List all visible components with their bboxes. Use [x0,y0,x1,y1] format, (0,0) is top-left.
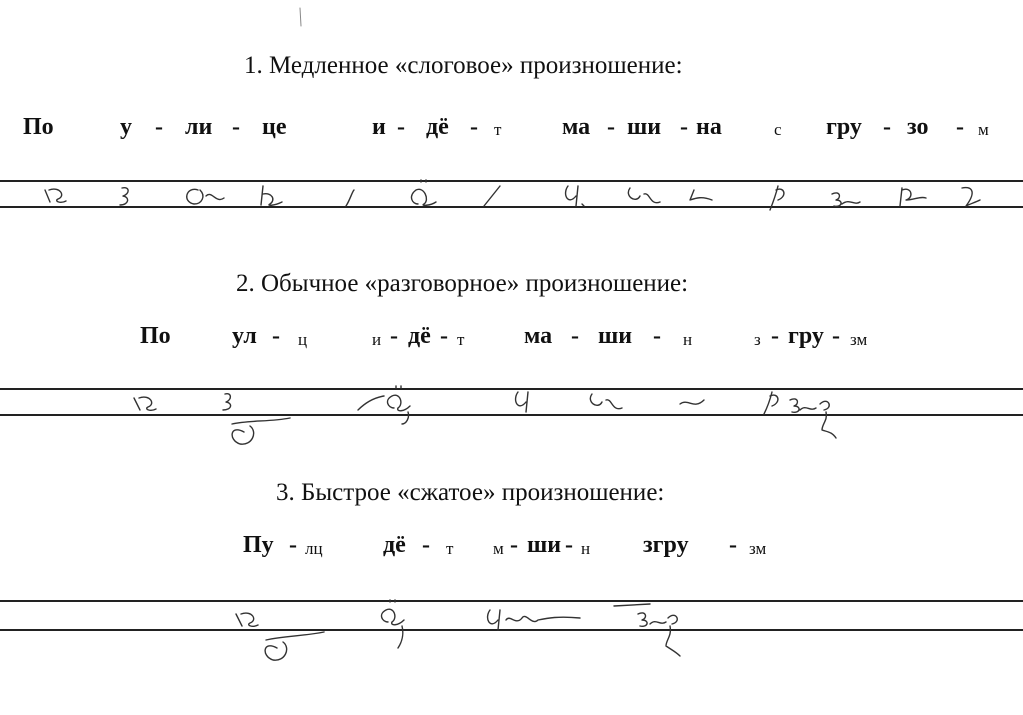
syllable-hyphen: - [729,532,737,558]
syllable: дё [408,323,431,349]
syllable-hyphen: - [422,532,430,558]
syllable: ши [598,323,633,349]
syllable: Пу [243,532,274,558]
syllable-reduced: лц [305,539,323,558]
syllable-hyphen: - [440,323,448,349]
syllable-reduced: т [457,330,465,349]
section-3-heading: 3. Быстрое «сжатое» произношение: [276,479,665,506]
syllable: ши [627,114,662,140]
syllable-reduced: м [493,539,504,558]
syllable: ли [185,114,213,140]
syllable-hyphen: - [771,323,779,349]
syllable-hyphen: - [607,114,615,140]
syllable-hyphen: - [510,532,518,558]
syllable: и [372,114,386,140]
syllable: на [696,114,722,140]
syllable-hyphen: - [956,114,964,140]
syllable-reduced: и [372,330,382,349]
syllable-reduced: т [494,120,502,139]
syllable-hyphen: - [883,114,891,140]
syllable: дё [426,114,449,140]
syllable-reduced: н [581,539,591,558]
syllable: ши [527,532,562,558]
syllable-hyphen: - [155,114,163,140]
syllable: дё [383,532,406,558]
syllable-hyphen: - [653,323,661,349]
syllable: По [140,323,171,349]
syllable-hyphen: - [680,114,688,140]
syllable-reduced: т [446,539,454,558]
syllable-hyphen: - [390,323,398,349]
syllable-reduced: ц [298,330,308,349]
syllable: згру [643,532,689,558]
handwriting-row-3 [236,600,680,660]
handwriting-row-2 [134,386,836,444]
syllable: ма [524,323,553,349]
syllable: це [262,114,287,140]
syllable-hyphen: - [571,323,579,349]
handwriting-row-1 [45,180,980,210]
syllable-reduced: м [978,120,989,139]
syllable-reduced: н [683,330,693,349]
syllable-hyphen: - [232,114,240,140]
syllable-hyphen: - [272,323,280,349]
syllable: По [23,114,54,140]
section-1-heading: 1. Медленное «слоговое» произношение: [244,52,683,79]
syllable: у [120,114,132,140]
syllable: зо [907,114,929,140]
syllable-reduced: с [774,120,782,139]
syllable: гру [826,114,862,140]
syllable: ма [562,114,591,140]
syllable-hyphen: - [470,114,478,140]
syllable-reduced: з [754,330,761,349]
syllable: ул [232,323,257,349]
syllable-hyphen: - [289,532,297,558]
syllable-hyphen: - [397,114,405,140]
syllable-reduced: зм [749,539,767,558]
syllable-hyphen: - [832,323,840,349]
syllable: гру [788,323,824,349]
syllable-reduced: зм [850,330,868,349]
syllable-hyphen: - [565,532,573,558]
section-2-heading: 2. Обычное «разговорное» произношение: [236,270,689,297]
